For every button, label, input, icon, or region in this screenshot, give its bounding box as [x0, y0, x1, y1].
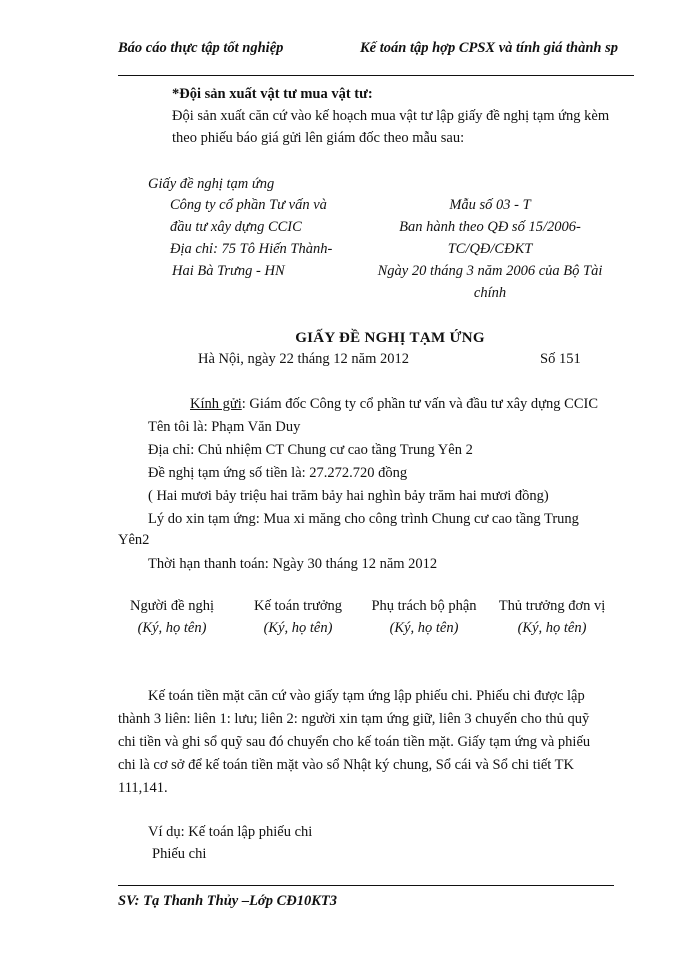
- form-date: Hà Nội, ngày 22 tháng 12 năm 2012: [198, 351, 410, 367]
- template-line-2: Ban hành theo QĐ số 15/2006-: [399, 219, 581, 235]
- form-number: Số 151: [540, 351, 581, 367]
- signature-note-2: (Ký, họ tên): [263, 620, 333, 636]
- company-line-2: đầu tư xây dựng CCIC: [170, 219, 302, 235]
- payment-deadline: Thời hạn thanh toán: Ngày 30 tháng 12 năm 2012: [148, 556, 438, 572]
- footer-text: SV: Tạ Thanh Thủy –Lớp CĐ10KT3: [118, 893, 338, 909]
- recipient-label: Kính gửi: [190, 396, 242, 412]
- body-paragraph-line-5: 111,141.: [118, 780, 168, 796]
- voucher-label: Phiếu chi: [152, 846, 207, 862]
- advance-amount: Đề nghị tạm ứng số tiền là: 27.272.720 đồng: [148, 465, 408, 481]
- company-line-4: Hai Bà Trưng - HN: [172, 263, 285, 279]
- signature-note-1: (Ký, họ tên): [137, 620, 207, 636]
- company-line-3: Địa chỉ: 75 Tô Hiến Thành-: [170, 241, 333, 257]
- body-paragraph-line-4: chi là cơ sở để kế toán tiền mặt vào sổ Nhật ký chung, Sổ cái và Sổ chi tiết TK: [118, 757, 575, 773]
- template-line-1: Mẫu số 03 - T: [449, 197, 531, 213]
- signature-role-4: Thủ trưởng đơn vị: [498, 598, 606, 614]
- requester-address: Địa chỉ: Chủ nhiệm CT Chung cư cao tầng Trung Yên 2: [148, 442, 473, 458]
- signature-note-4: (Ký, họ tên): [517, 620, 587, 636]
- recipient-line: [190, 396, 598, 413]
- example-line: Ví dụ: Kế toán lập phiếu chi: [148, 824, 313, 840]
- template-line-3: TC/QĐ/CĐKT: [447, 241, 533, 257]
- signature-role-2: Kế toán trưởng: [253, 598, 342, 614]
- company-line-1: Công ty cổ phần Tư vấn và: [170, 197, 327, 213]
- requester-name: Tên tôi là: Phạm Văn Duy: [148, 419, 301, 435]
- template-line-4: Ngày 20 tháng 3 năm 2006 của Bộ Tài: [377, 263, 603, 279]
- footer-rule: [118, 885, 614, 886]
- reason-line-2: Yên2: [118, 532, 150, 548]
- header-right: Kế toán tập hợp CPSX và tính giá thành sp: [360, 40, 618, 56]
- body-paragraph-line-3: chi tiền và ghi sổ quỹ sau đó chuyển cho kế toán tiền mặt. Giấy tạm ứng và phiếu: [118, 734, 591, 750]
- form-title: GIẤY ĐỀ NGHỊ TẠM ỨNG: [295, 330, 485, 346]
- template-line-5: chính: [473, 285, 507, 301]
- signature-note-3: (Ký, họ tên): [389, 620, 459, 636]
- intro-line-1: Đội sản xuất căn cứ vào kế hoạch mua vật tư lập giấy đề nghị tạm ứng kèm: [172, 108, 610, 124]
- recipient-text: : Giám đốc Công ty cổ phần tư vấn và đầu tư xây dựng CCIC: [241, 396, 598, 412]
- reason-line-1: Lý do xin tạm ứng: Mua xi măng cho công trình Chung cư cao tầng Trung: [148, 511, 579, 527]
- signature-role-3: Phụ trách bộ phận: [371, 598, 477, 614]
- section-heading: *Đội sản xuất vật tư mua vật tư:: [172, 86, 373, 102]
- header-rule: [118, 75, 634, 76]
- body-paragraph-line-2: thành 3 liên: liên 1: lưu; liên 2: người xin tạm ứng giữ, liên 3 chuyển cho thủ quỹ: [118, 711, 590, 727]
- signature-role-1: Người đề nghị: [130, 598, 214, 614]
- amount-in-words: ( Hai mươi bảy triệu hai trăm bảy hai nghìn bảy trăm hai mươi đồng): [148, 488, 549, 504]
- header-left: Báo cáo thực tập tốt nghiệp: [118, 40, 284, 56]
- form-caption: Giấy đề nghị tạm ứng: [148, 176, 275, 192]
- body-paragraph-line-1: Kế toán tiền mặt căn cứ vào giấy tạm ứng lập phiếu chi. Phiếu chi được lập: [148, 688, 585, 704]
- intro-line-2: theo phiếu báo giá gửi lên giám đốc theo mẫu sau:: [172, 130, 465, 146]
